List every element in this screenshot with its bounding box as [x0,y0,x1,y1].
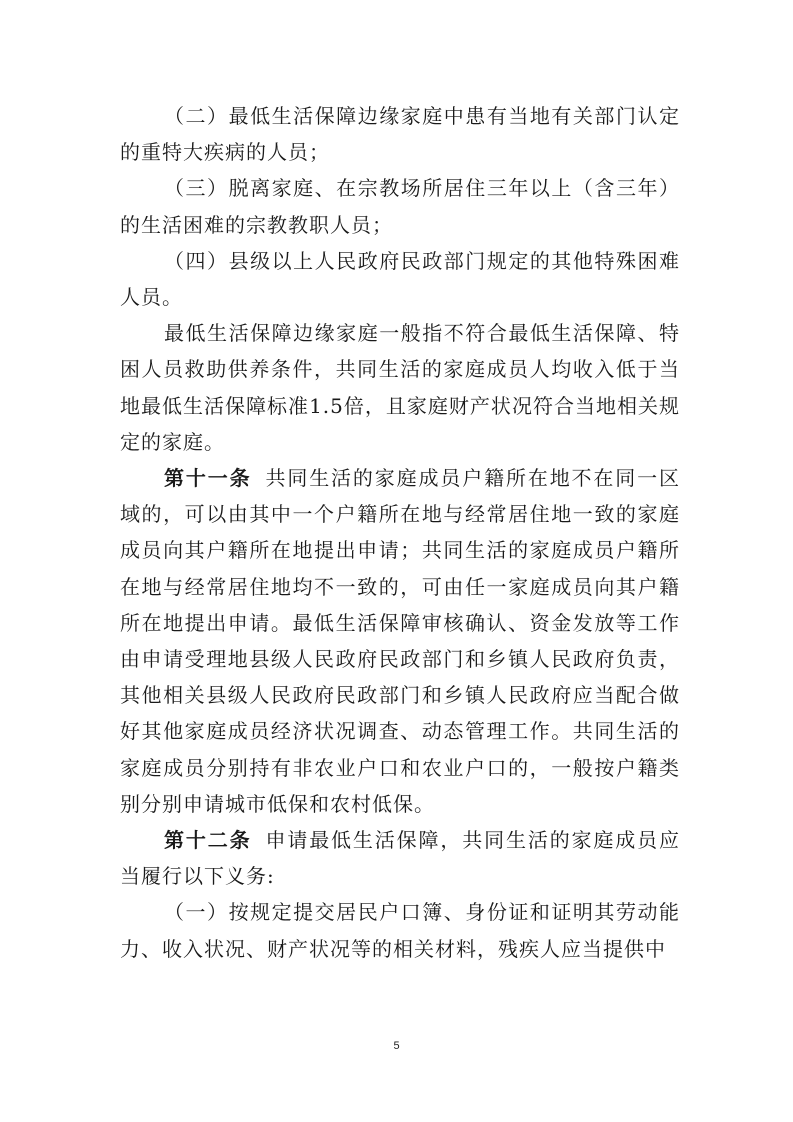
paragraph-obligation-1: （一）按规定提交居民户口簿、身份证和证明其劳动能力、收入状况、财产状况等的相关材料，残疾人应当提供中 [120,900,680,961]
article-12-title: 第十二条 [164,828,252,853]
paragraph-marginal-family-definition: 最低生活保障边缘家庭一般指不符合最低生活保障、特困人员救助供养条件，共同生活的家庭成员人均收入低于当地最低生活保障标准1.5倍，且家庭财产状况符合当地相关规定的家庭。 [120,321,680,454]
paragraph-item-2: （二）最低生活保障边缘家庭中患有当地有关部门认定的重特大疾病的人员； [120,104,680,165]
article-11-title: 第十一条 [164,466,252,491]
article-12 [120,822,680,894]
page-number: 5 [393,1040,400,1052]
article-11 [120,460,680,822]
paragraph-item-4: （四）县级以上人民政府民政部门规定的其他特殊困难人员。 [120,248,680,310]
article-11-text: 共同生活的家庭成员户籍所在地不在同一区域的，可以由其中一个户籍所在地与经常居住地一致的家庭成员向其户籍所在地提出申请；共同生活的家庭成员户籍所在地与经常居住地均不一致的，可由任一家庭成员向其户籍所在地提出申请。最低生活保障审核确认、资金发放等工作由申请受理地县级人民政府民政部门和乡镇人民政府负责，其他相关县级人民政府民政部门和乡镇人民政府应当配合做好其他家庭成员经济状况调查、动态管理工作。共同生活的家庭成员分别持有非农业户口和农业户口的，一般按户籍类别分别申请城市低保和农村低保。 [120,466,681,816]
paragraph-item-3: （三）脱离家庭、在宗教场所居住三年以上（含三年）的生活困难的宗教教职人员； [120,176,680,237]
page-body [120,98,680,967]
article-12-text: 申请最低生活保障，共同生活的家庭成员应当履行以下义务: [120,828,681,889]
